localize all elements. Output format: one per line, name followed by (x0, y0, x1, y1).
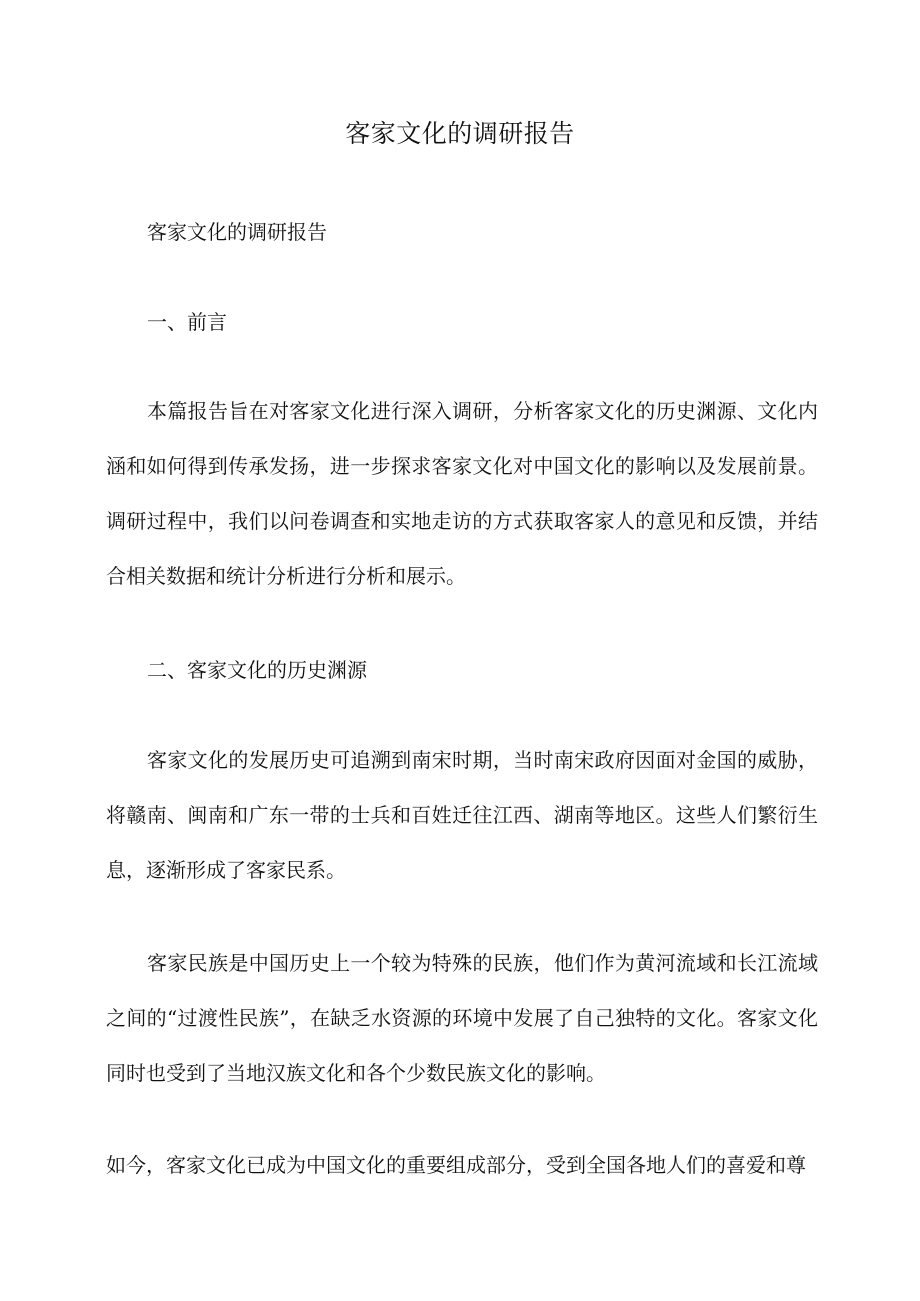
document-title: 客家文化的调研报告 (345, 119, 575, 148)
section-heading-preface: 一、前言 (147, 310, 227, 334)
paragraph-hakka-today: 如今，客家文化已成为中国文化的重要组成部分，受到全国各地人们的喜爱和尊 (106, 1153, 806, 1177)
paragraph-hakka-people: 客家民族是中国历史上一个较为特殊的民族，他们作为黄河流域和长江流域之间的“过渡性民族”，在缺乏水资源的环境中发展了自己独特的文化。客家文化同时也受到了当地汉族文化和各个少数民族文化的影响。 (106, 951, 818, 1085)
paragraph-preface: 本篇报告旨在对客家文化进行深入调研，分析客家文化的历史渊源、文化内涵和如何得到传承发扬，进一步探求客家文化对中国文化的影响以及发展前景。调研过程中，我们以问卷调查和实地走访的方式获取客家人的意见和反馈，并结合相关数据和统计分析进行分析和展示。 (106, 399, 818, 588)
paragraph-history-origin: 客家文化的发展历史可追溯到南宋时期，当时南宋政府因面对金国的威胁，将赣南、闽南和广东一带的士兵和百姓迁往江西、湖南等地区。这些人们繁衍生息，逐渐形成了客家民系。 (106, 748, 818, 882)
section-heading-history: 二、客家文化的历史渊源 (147, 658, 367, 682)
document-subtitle: 客家文化的调研报告 (147, 220, 327, 244)
